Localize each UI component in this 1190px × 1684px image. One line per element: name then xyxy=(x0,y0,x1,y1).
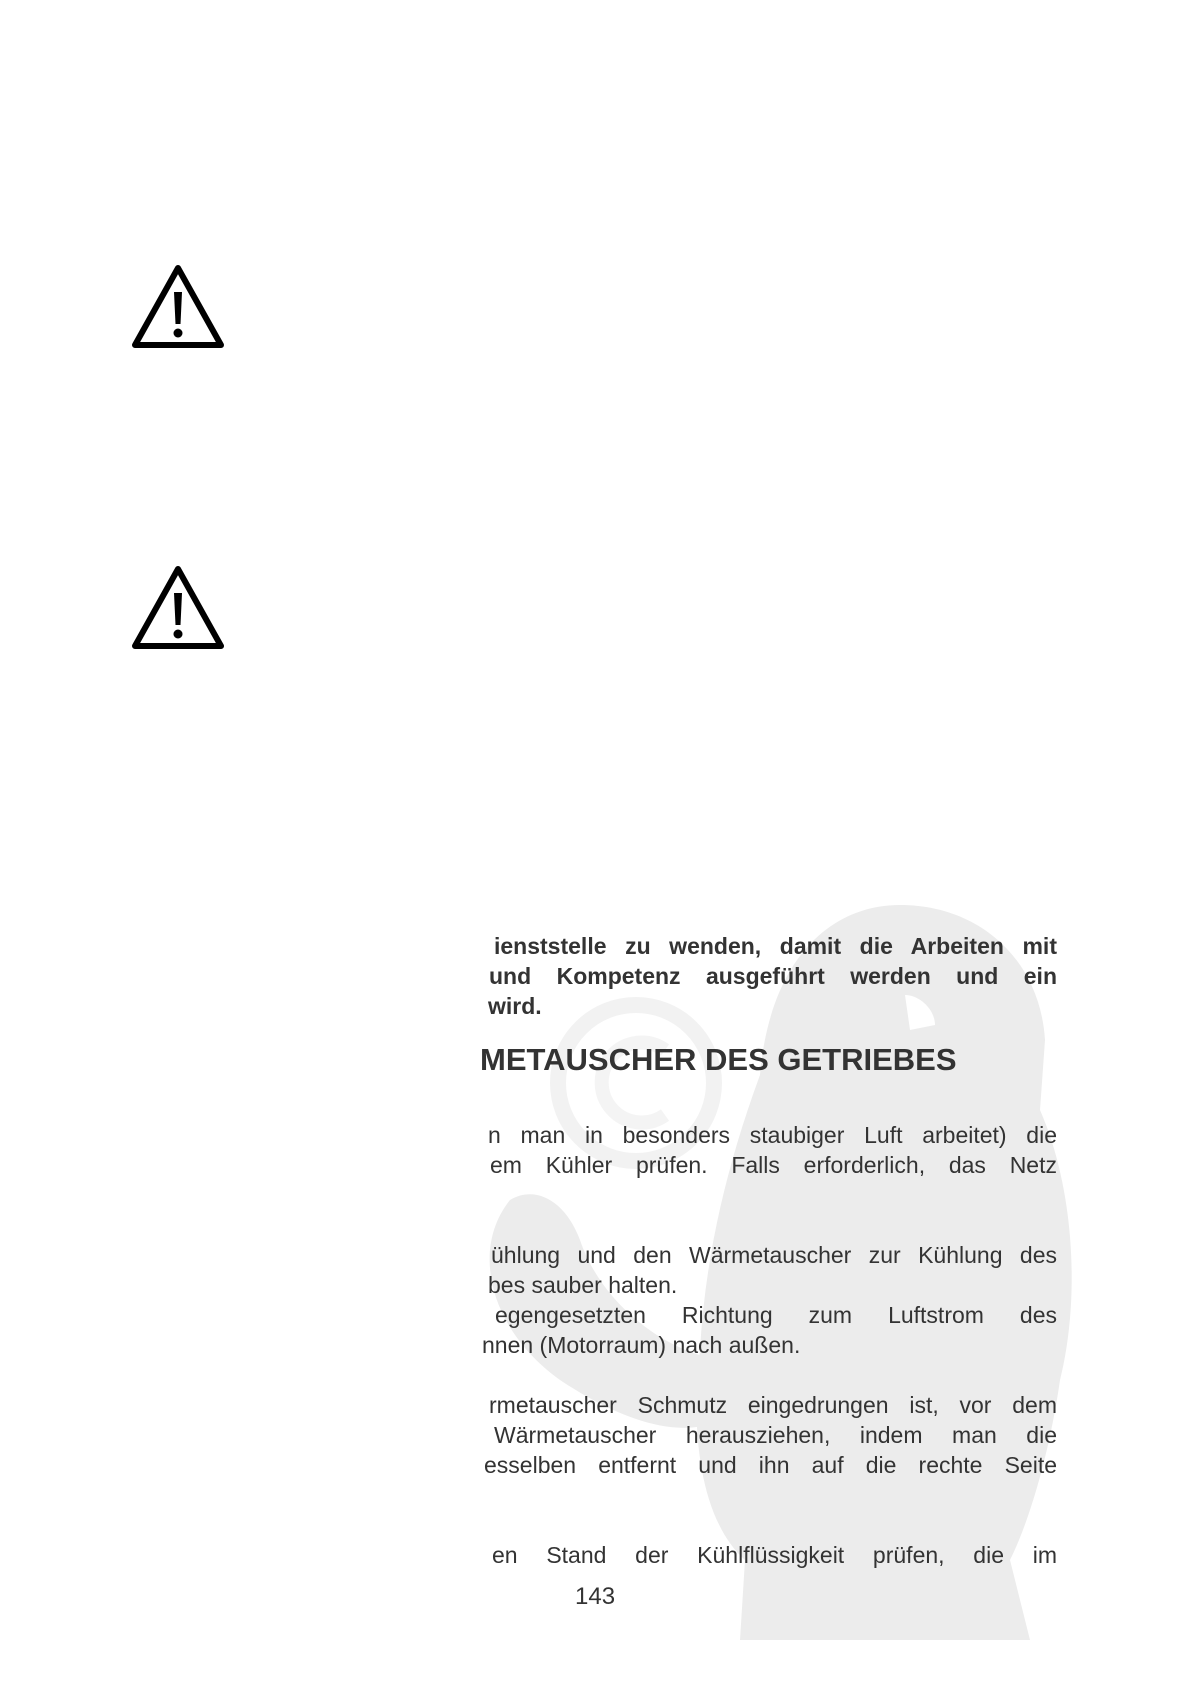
paragraph-line: bes sauber halten. xyxy=(488,1272,678,1298)
intro-line: und Kompetenz ausgeführt werden und ein xyxy=(489,963,1057,989)
paragraph-line: em Kühler prüfen. Falls erforderlich, das Netz xyxy=(490,1152,1057,1178)
paragraph-line: rmetauscher Schmutz eingedrungen ist, vor dem xyxy=(489,1392,1057,1418)
paragraph-line: nnen (Motorraum) nach außen. xyxy=(482,1332,801,1358)
paragraph-line: ühlung und den Wärmetauscher zur Kühlung des xyxy=(491,1242,1057,1268)
paragraph-line: n man in besonders staubiger Luft arbeitet) die xyxy=(488,1122,1057,1148)
page-number: 143 xyxy=(575,1583,616,1610)
warning-triangle-icon xyxy=(130,563,226,651)
paragraph-line: Wärmetauscher herausziehen, indem man die xyxy=(494,1422,1057,1448)
intro-line: ienststelle zu wenden, damit die Arbeiten mit xyxy=(494,933,1057,959)
warning-triangle-icon xyxy=(130,262,226,350)
section-heading: METAUSCHER DES GETRIEBES xyxy=(480,1042,957,1077)
paragraph-line: en Stand der Kühlflüssigkeit prüfen, die im xyxy=(492,1542,1057,1568)
intro-line: wird. xyxy=(488,993,542,1019)
paragraph-line: egengesetzten Richtung zum Luftstrom des xyxy=(495,1302,1057,1328)
paragraph-line: esselben entfernt und ihn auf die rechte Seite xyxy=(484,1452,1057,1478)
